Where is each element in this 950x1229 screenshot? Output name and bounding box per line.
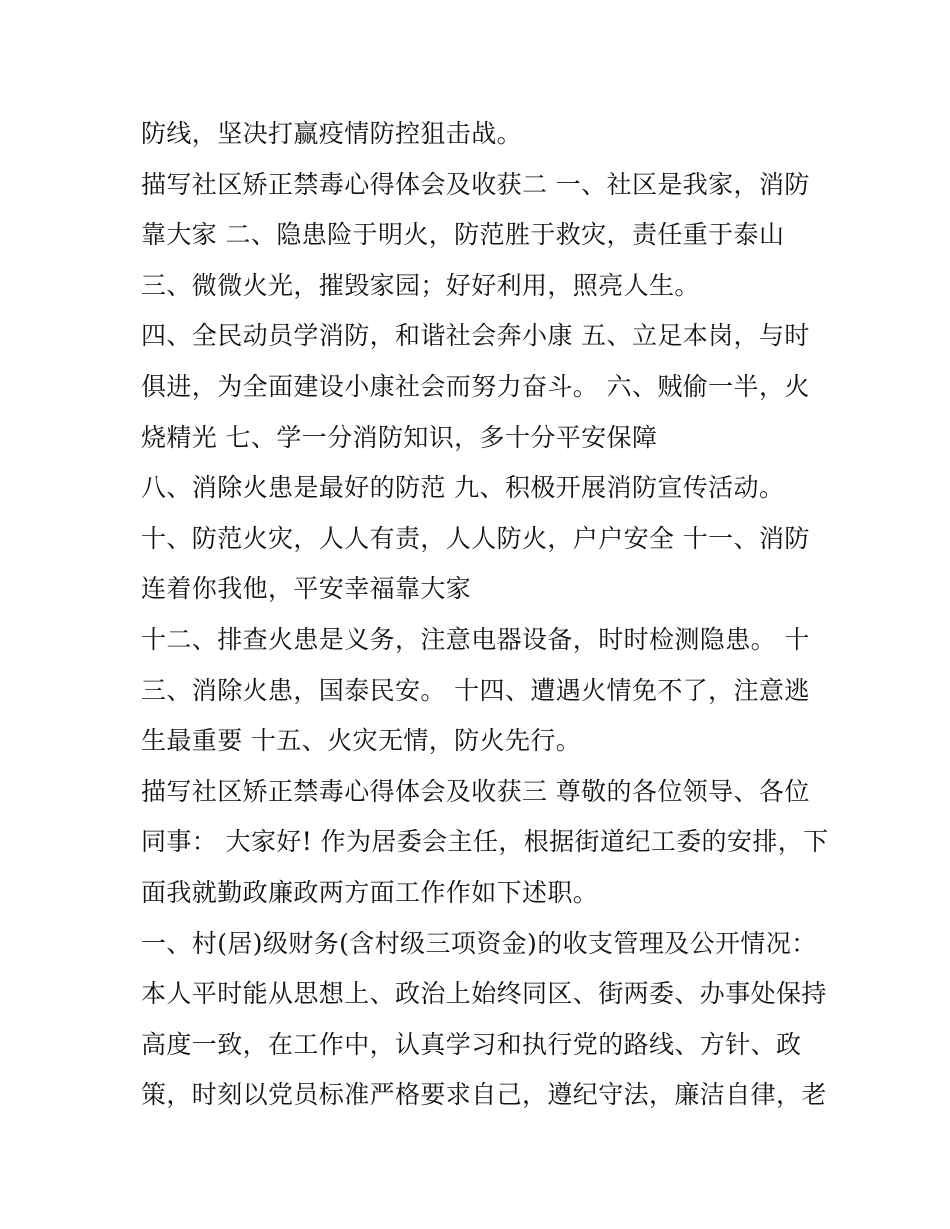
text-line: 十二、排查火患是义务，注意电器设备，时时检测隐患。 十 (141, 624, 810, 654)
text-line: 面我就勤政廉政两方面工作作如下述职。 (141, 877, 599, 907)
text-line: 高度一致，在工作中，认真学习和执行党的路线、方针、政 (141, 1029, 802, 1059)
text-line: 三、微微火光，摧毁家园；好好利用，照亮人生。 (141, 270, 700, 300)
text-line: 八、消除火患是最好的防范 九、积极开展消防宣传活动。 (141, 473, 785, 503)
text-line: 防线，坚决打赢疫情防控狙击战。 (141, 119, 523, 148)
text-line: 策，时刻以党员标准严格要求自己，遵纪守法，廉洁自律，老 (141, 1080, 827, 1110)
text-line: 生最重要 十五、火灾无情，防火先行。 (141, 726, 582, 756)
text-line: 十、防范火灾，人人有责，人人防火，户户安全 十一、消防 (141, 523, 810, 553)
text-line: 描写社区矫正禁毒心得体会及收获二 一、社区是我家，消防 (141, 169, 810, 199)
text-line: 同事： 大家好! 作为居委会主任，根据街道纪工委的安排，下 (141, 827, 829, 857)
text-line: 一、村(居)级财务(含村级三项资金)的收支管理及公开情况： (141, 928, 817, 958)
text-line: 连着你我他，平安幸福靠大家 (141, 574, 472, 604)
text-line: 四、全民动员学消防，和谐社会奔小康 五、立足本岗，与时 (141, 321, 810, 351)
text-line: 俱进，为全面建设小康社会而努力奋斗。 六、贼偷一半，火 (141, 371, 810, 401)
text-line: 烧精光 七、学一分消防知识，多十分平安保障 (141, 422, 658, 452)
text-line: 靠大家 二、隐患险于明火，防范胜于救灾，责任重于泰山 (141, 220, 785, 250)
document-body (141, 109, 829, 1121)
text-line: 本人平时能从思想上、政治上始终同区、街两委、办事处保持 (141, 979, 827, 1009)
text-line: 三、消除火患，国泰民安。 十四、遭遇火情免不了，注意逃 (141, 675, 810, 705)
text-line: 描写社区矫正禁毒心得体会及收获三 尊敬的各位领导、各位 (141, 776, 810, 806)
